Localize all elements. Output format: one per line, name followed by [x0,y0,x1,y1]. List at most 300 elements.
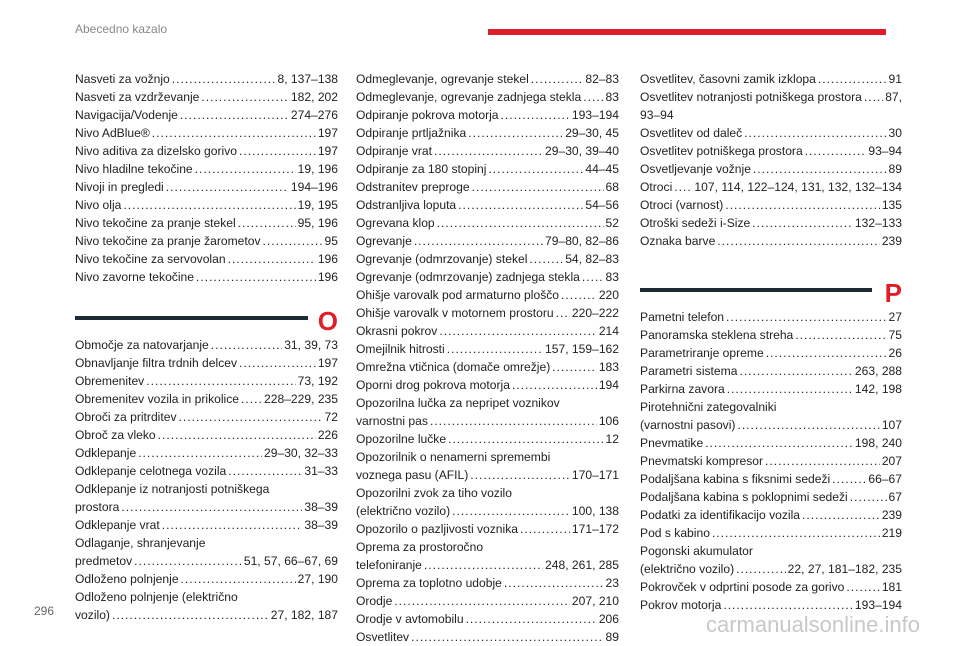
index-entry-line: Opozorilna lučka za nepripet voznikov [356,396,560,410]
index-entry [640,434,902,452]
index-entry [75,336,338,354]
entry-label: Pokrovček v odprtini posode za gorivo [640,580,845,594]
entry-label: Parametri sistema [640,364,738,378]
index-entry [75,232,338,250]
section-rule [75,316,308,320]
index-entry [356,142,619,160]
entry-pages: 226 [317,428,338,442]
leader-dots [162,516,303,534]
index-entry [640,470,902,488]
entry-pages: 19, 196 [297,162,338,176]
leader-dots [195,160,296,178]
entry-pages: 207 [881,454,902,468]
entry-pages: 182, 202 [290,90,338,104]
entry-label: Osvetlitev od daleč [640,126,743,140]
leader-dots [717,232,880,250]
entry-pages: 170–171 [571,468,619,482]
index-entry [356,358,619,376]
entry-label: Ogrevana klop [356,216,435,230]
entry-pages: 194 [598,378,619,392]
entry-label: Odpiranje pokrova motorja [356,108,499,122]
entry-pages: 27, 190 [297,572,338,586]
leader-dots [448,430,603,448]
entry-label: Oznaka barve [640,234,716,248]
index-entry [640,160,902,178]
leader-dots [138,444,262,462]
entry-label: Nivo aditiva za dizelsko gorivo [75,144,237,158]
index-entry [75,462,338,480]
entry-pages: 29–30, 45 [565,126,619,140]
index-entry [75,142,338,160]
entry-pages: 274–276 [290,108,338,122]
leader-dots [452,502,570,520]
index-entry [640,416,902,434]
entry-pages: 8, 137–138 [277,72,338,86]
entry-pages: 95 [324,234,338,248]
leader-dots [470,466,570,484]
index-entry [356,628,619,646]
watermark: carmanualsonline.info [705,612,920,637]
leader-dots [439,322,596,340]
entry-pages: 206 [598,612,619,626]
leader-dots [411,628,603,646]
leader-dots [674,178,692,196]
entry-pages: 142, 198 [854,382,902,396]
index-entry [75,196,338,214]
entry-list-n [75,70,338,286]
entry-label: Pnevmatike [640,436,704,450]
entry-pages: 135 [881,198,902,212]
leader-dots [112,606,269,624]
entry-list-o [75,336,338,624]
index-entry [356,304,619,322]
entry-pages: 171–172 [571,522,619,536]
index-entry [640,308,902,326]
entry-label: Navigacija/Vodenje [75,108,178,122]
index-entry [356,250,619,268]
entry-pages: 83 [605,90,619,104]
leader-dots [158,426,316,444]
leader-dots [556,304,570,322]
index-entry [75,178,338,196]
entry-pages: 31–33 [304,464,338,478]
entry-pages: 214 [598,324,619,338]
index-entry [75,88,338,106]
index-entry [75,70,338,88]
index-entry [356,574,619,592]
index-entry [75,124,338,142]
leader-dots [458,196,583,214]
leader-dots [181,570,296,588]
index-entry [640,124,902,142]
index-column-3 [640,70,902,614]
entry-pages: 100, 138 [571,504,619,518]
entry-label: Orodje [356,594,393,608]
entry-pages: 220–222 [571,306,619,320]
entry-label: Pod s kabino [640,526,710,540]
leader-dots [531,70,584,88]
leader-dots [201,88,289,106]
entry-pages: 82–83 [585,72,619,86]
entry-label: Podatki za identifikacijo vozila [640,508,800,522]
entry-label: Nasveti za vožnjo [75,72,170,86]
index-entry [640,524,902,542]
entry-pages: 228–229, 235 [264,392,338,406]
entry-pages: 219 [881,526,902,540]
entry-pages: 239 [881,234,902,248]
entry-label: telefoniranje [356,558,422,572]
index-entry [356,340,619,358]
entry-label: Pnevmatski kompresor [640,454,763,468]
entry-label: Pokrov motorja [640,598,722,612]
index-entry [75,444,338,462]
index-entry-line: Opozorilnik o nenamerni spremembi [356,450,551,464]
entry-pages: 93–94 [868,144,902,158]
entry-pages: 87, [885,90,902,104]
index-entry [356,376,619,394]
index-entry [640,380,902,398]
header-accent-bar [488,29,886,35]
index-entry [356,556,619,574]
entry-label: Obroči za pritrditev [75,410,177,424]
index-entry [75,372,338,390]
entry-pages: 196 [317,252,338,266]
entry-label: prostora [75,500,120,514]
leader-dots [466,610,597,628]
index-entry [75,570,338,588]
entry-label: Ohišje varovalk pod armaturno ploščo [356,288,560,302]
page-number: 296 [34,604,55,618]
entry-label: voznega pasu (AFIL) [356,468,469,482]
entry-label: Otroci [640,180,673,194]
entry-pages: 193–194 [571,108,619,122]
leader-dots [726,308,887,326]
entry-label: Odstranljiva loputa [356,198,457,212]
leader-dots [832,470,866,488]
index-entry [75,268,338,286]
index-entry [640,196,902,214]
entry-pages: 52 [605,216,619,230]
entry-pages: 193–194 [854,598,902,612]
entry-pages: 157, 159–162 [545,342,619,356]
entry-pages: 248, 261, 285 [545,558,619,572]
entry-label: Odpiranje za 180 stopinj [356,162,487,176]
index-entry [640,578,902,596]
entry-label: Osvetlitev, časovni zamik izklopa [640,72,816,86]
leader-dots [712,524,880,542]
entry-label: Obroč za vleko [75,428,156,442]
entry-pages: 38–39 [304,518,338,532]
entry-pages: 54, 82–83 [565,252,619,266]
index-entry [75,516,338,534]
leader-dots [520,520,570,538]
index-entry-line: Pirotehnični zategovalniki [640,400,777,414]
index-entry [356,322,619,340]
entry-label: Nivo tekočine za pranje žarometov [75,234,261,248]
entry-label: Osvetljevanje vožnje [640,162,751,176]
index-entry-line: Oprema za prostoročno [356,540,484,554]
index-entry [640,560,902,578]
index-entry [356,106,619,124]
entry-label: Območje za natovarjanje [75,338,209,352]
leader-dots [752,214,853,232]
index-entry [640,232,902,250]
leader-dots [766,344,887,362]
entry-pages: 66–67 [868,472,902,486]
entry-label: Odloženo polnjenje [75,572,179,586]
leader-dots [850,488,887,506]
leader-dots [737,416,879,434]
leader-dots [583,88,603,106]
index-entry [640,506,902,524]
entry-pages: 89 [888,162,902,176]
index-entry [640,142,902,160]
leader-dots [394,592,570,610]
leader-dots [736,560,786,578]
section-letter: O [317,306,338,336]
leader-dots [196,268,316,286]
leader-dots [123,196,295,214]
entry-list-o-cont [356,70,619,646]
entry-label: Opozorilne lučke [356,432,447,446]
entry-label: Osvetlitev potniškega prostora [640,144,803,158]
leader-dots [529,250,563,268]
index-entry [356,268,619,286]
entry-label: predmetov [75,554,133,568]
entry-label: Opozorilo o pazljivosti voznika [356,522,518,536]
index-entry [75,552,338,570]
entry-label: Otroci (varnost) [640,198,724,212]
leader-dots [744,124,886,142]
leader-dots [414,232,543,250]
entry-label: Odmeglevanje, ogrevanje zadnjega stekla [356,90,582,104]
entry-label: Ogrevanje (odmrzovanje) stekel [356,252,528,266]
entry-pages: 23 [605,576,619,590]
entry-pages: 68 [605,180,619,194]
entry-label: Omrežna vtičnica (domače omrežje) [356,360,551,374]
entry-pages: 220 [598,288,619,302]
index-entry [356,520,619,538]
entry-label: Obremenitev vozila in prikolice [75,392,240,406]
leader-dots [501,106,570,124]
leader-dots [437,214,604,232]
entry-label: Ogrevanje (odmrzovanje) zadnjega stekla [356,270,580,284]
index-entry [75,426,338,444]
entry-label: Oprema za toplotno udobje [356,576,502,590]
index-entry [356,124,619,142]
entry-pages: 239 [881,508,902,522]
entry-label: (varnostni pasovi) [640,418,736,432]
entry-pages: 89 [605,630,619,644]
leader-dots [727,380,853,398]
entry-label: Nivoji in pregledi [75,180,164,194]
leader-dots [488,160,583,178]
index-entry [75,354,338,372]
entry-pages: 27, 182, 187 [270,608,338,622]
header-title: Abecedno kazalo [75,22,168,36]
leader-dots [512,376,597,394]
entry-label: Nivo hladilne tekočine [75,162,193,176]
section-rule [640,288,872,292]
entry-label: vozilo) [75,608,110,622]
entry-pages: 263, 288 [854,364,902,378]
entry-pages: 29–30, 39–40 [545,144,619,158]
index-entry [75,106,338,124]
entry-label: Panoramska steklena streha [640,328,794,342]
leader-dots [725,196,879,214]
leader-dots [152,124,316,142]
index-entry [640,362,902,380]
entry-label: Odmeglevanje, ogrevanje stekel [356,72,529,86]
index-column-2 [356,70,619,646]
entry-label: Odklepanje [75,446,137,460]
entry-label: Ogrevanje [356,234,412,248]
index-entry [640,214,902,232]
leader-dots [765,452,880,470]
entry-pages: 197 [317,126,338,140]
leader-dots [802,506,880,524]
index-entry [640,452,902,470]
entry-pages: 31, 39, 73 [284,338,338,352]
leader-dots [134,552,242,570]
leader-dots [846,578,879,596]
index-entry-line: Odloženo polnjenje (električno [75,590,238,604]
entry-label: Pametni telefon [640,310,725,324]
leader-dots [705,434,853,452]
entry-label: Odklepanje vrat [75,518,160,532]
index-entry-line: 93–94 [640,108,674,122]
entry-pages: 198, 240 [854,436,902,450]
leader-dots [146,372,295,390]
entry-pages: 79–80, 82–86 [545,234,619,248]
entry-pages: 75 [888,328,902,342]
leader-dots [582,268,604,286]
entry-pages: 107, 114, 122–124, 131, 132, 132–134 [694,180,902,194]
leader-dots [818,70,887,88]
entry-pages: 26 [888,346,902,360]
entry-pages: 73, 192 [297,374,338,388]
entry-pages: 29–30, 32–33 [264,446,338,460]
entry-pages: 181 [881,580,902,594]
entry-pages: 22, 27, 181–182, 235 [787,562,902,576]
entry-pages: 38–39 [304,500,338,514]
entry-label: Odpiranje prtljažnika [356,126,467,140]
index-entry [640,326,902,344]
index-entry [640,178,902,196]
entry-pages: 54–56 [585,198,619,212]
leader-dots [561,286,597,304]
entry-pages: 194–196 [290,180,338,194]
index-entry [356,196,619,214]
entry-label: Omejilnik hitrosti [356,342,445,356]
leader-dots [172,70,276,88]
entry-pages: 197 [317,144,338,158]
index-entry [640,344,902,362]
entry-pages: 95, 196 [297,216,338,230]
index-entry [75,606,338,624]
entry-label: Odpiranje vrat [356,144,432,158]
entry-pages: 51, 57, 66–67, 69 [243,554,338,568]
leader-dots [472,178,604,196]
entry-pages: 106 [598,414,619,428]
entry-label: Parametriranje opreme [640,346,764,360]
index-entry-line: Pogonski akumulator [640,544,753,558]
index-entry-line: Odklepanje iz notranjosti potniškega [75,482,270,496]
entry-label: Nivo tekočine za servovolan [75,252,226,266]
entry-label: Nivo AdBlue® [75,126,150,140]
section-header-p [640,258,902,306]
index-entry [75,250,338,268]
entry-label: Oporni drog pokrova motorja [356,378,510,392]
entry-pages: 12 [605,432,619,446]
entry-label: (električno vozilo) [356,504,451,518]
index-entry [75,214,338,232]
leader-dots [795,326,886,344]
leader-dots [504,574,604,592]
entry-label: Osvetlitev notranjosti potniškega prostora [640,90,862,104]
entry-label: Obremenitev [75,374,145,388]
entry-list-o-end [640,70,902,250]
index-entry [356,286,619,304]
entry-label: Odstranitev preproge [356,180,470,194]
index-entry [356,592,619,610]
index-entry [640,70,902,88]
index-entry [356,610,619,628]
leader-dots [424,556,543,574]
index-entry-line: Odlaganje, shranjevanje [75,536,206,550]
entry-pages: 183 [598,360,619,374]
index-entry [356,214,619,232]
entry-pages: 91 [888,72,902,86]
section-header-o [75,286,338,334]
index-entry [75,160,338,178]
leader-dots [228,250,316,268]
entry-pages: 19, 195 [297,198,338,212]
entry-pages: 207, 210 [571,594,619,608]
index-entry [356,178,619,196]
entry-pages: 30 [888,126,902,140]
index-entry [356,88,619,106]
entry-label: Okrasni pokrov [356,324,438,338]
leader-dots [239,354,316,372]
index-entry [356,466,619,484]
entry-label: (električno vozilo) [640,562,735,576]
index-entry [640,88,902,106]
entry-label: Nivo olja [75,198,122,212]
index-entry [356,430,619,448]
leader-dots [864,88,883,106]
entry-label: Nivo zavorne tekočine [75,270,194,284]
entry-pages: 72 [324,410,338,424]
entry-label: Odklepanje celotnega vozila [75,464,227,478]
index-entry [75,390,338,408]
index-entry [75,498,338,516]
leader-dots [180,106,289,124]
entry-label: Obnavljanje filtra trdnih delcev [75,356,238,370]
entry-label: Podaljšana kabina s fiksnimi sedeži [640,472,831,486]
leader-dots [468,124,563,142]
entry-pages: 196 [317,270,338,284]
entry-pages: 107 [881,418,902,432]
entry-label: Ohišje varovalk v motornem prostoru [356,306,554,320]
leader-dots [179,408,323,426]
index-entry [356,502,619,520]
leader-dots [753,160,887,178]
index-entry-line: Opozorilni zvok za tiho vozilo [356,486,512,500]
leader-dots [434,142,543,160]
entry-label: Parkirna zavora [640,382,725,396]
entry-list-p [640,308,902,614]
